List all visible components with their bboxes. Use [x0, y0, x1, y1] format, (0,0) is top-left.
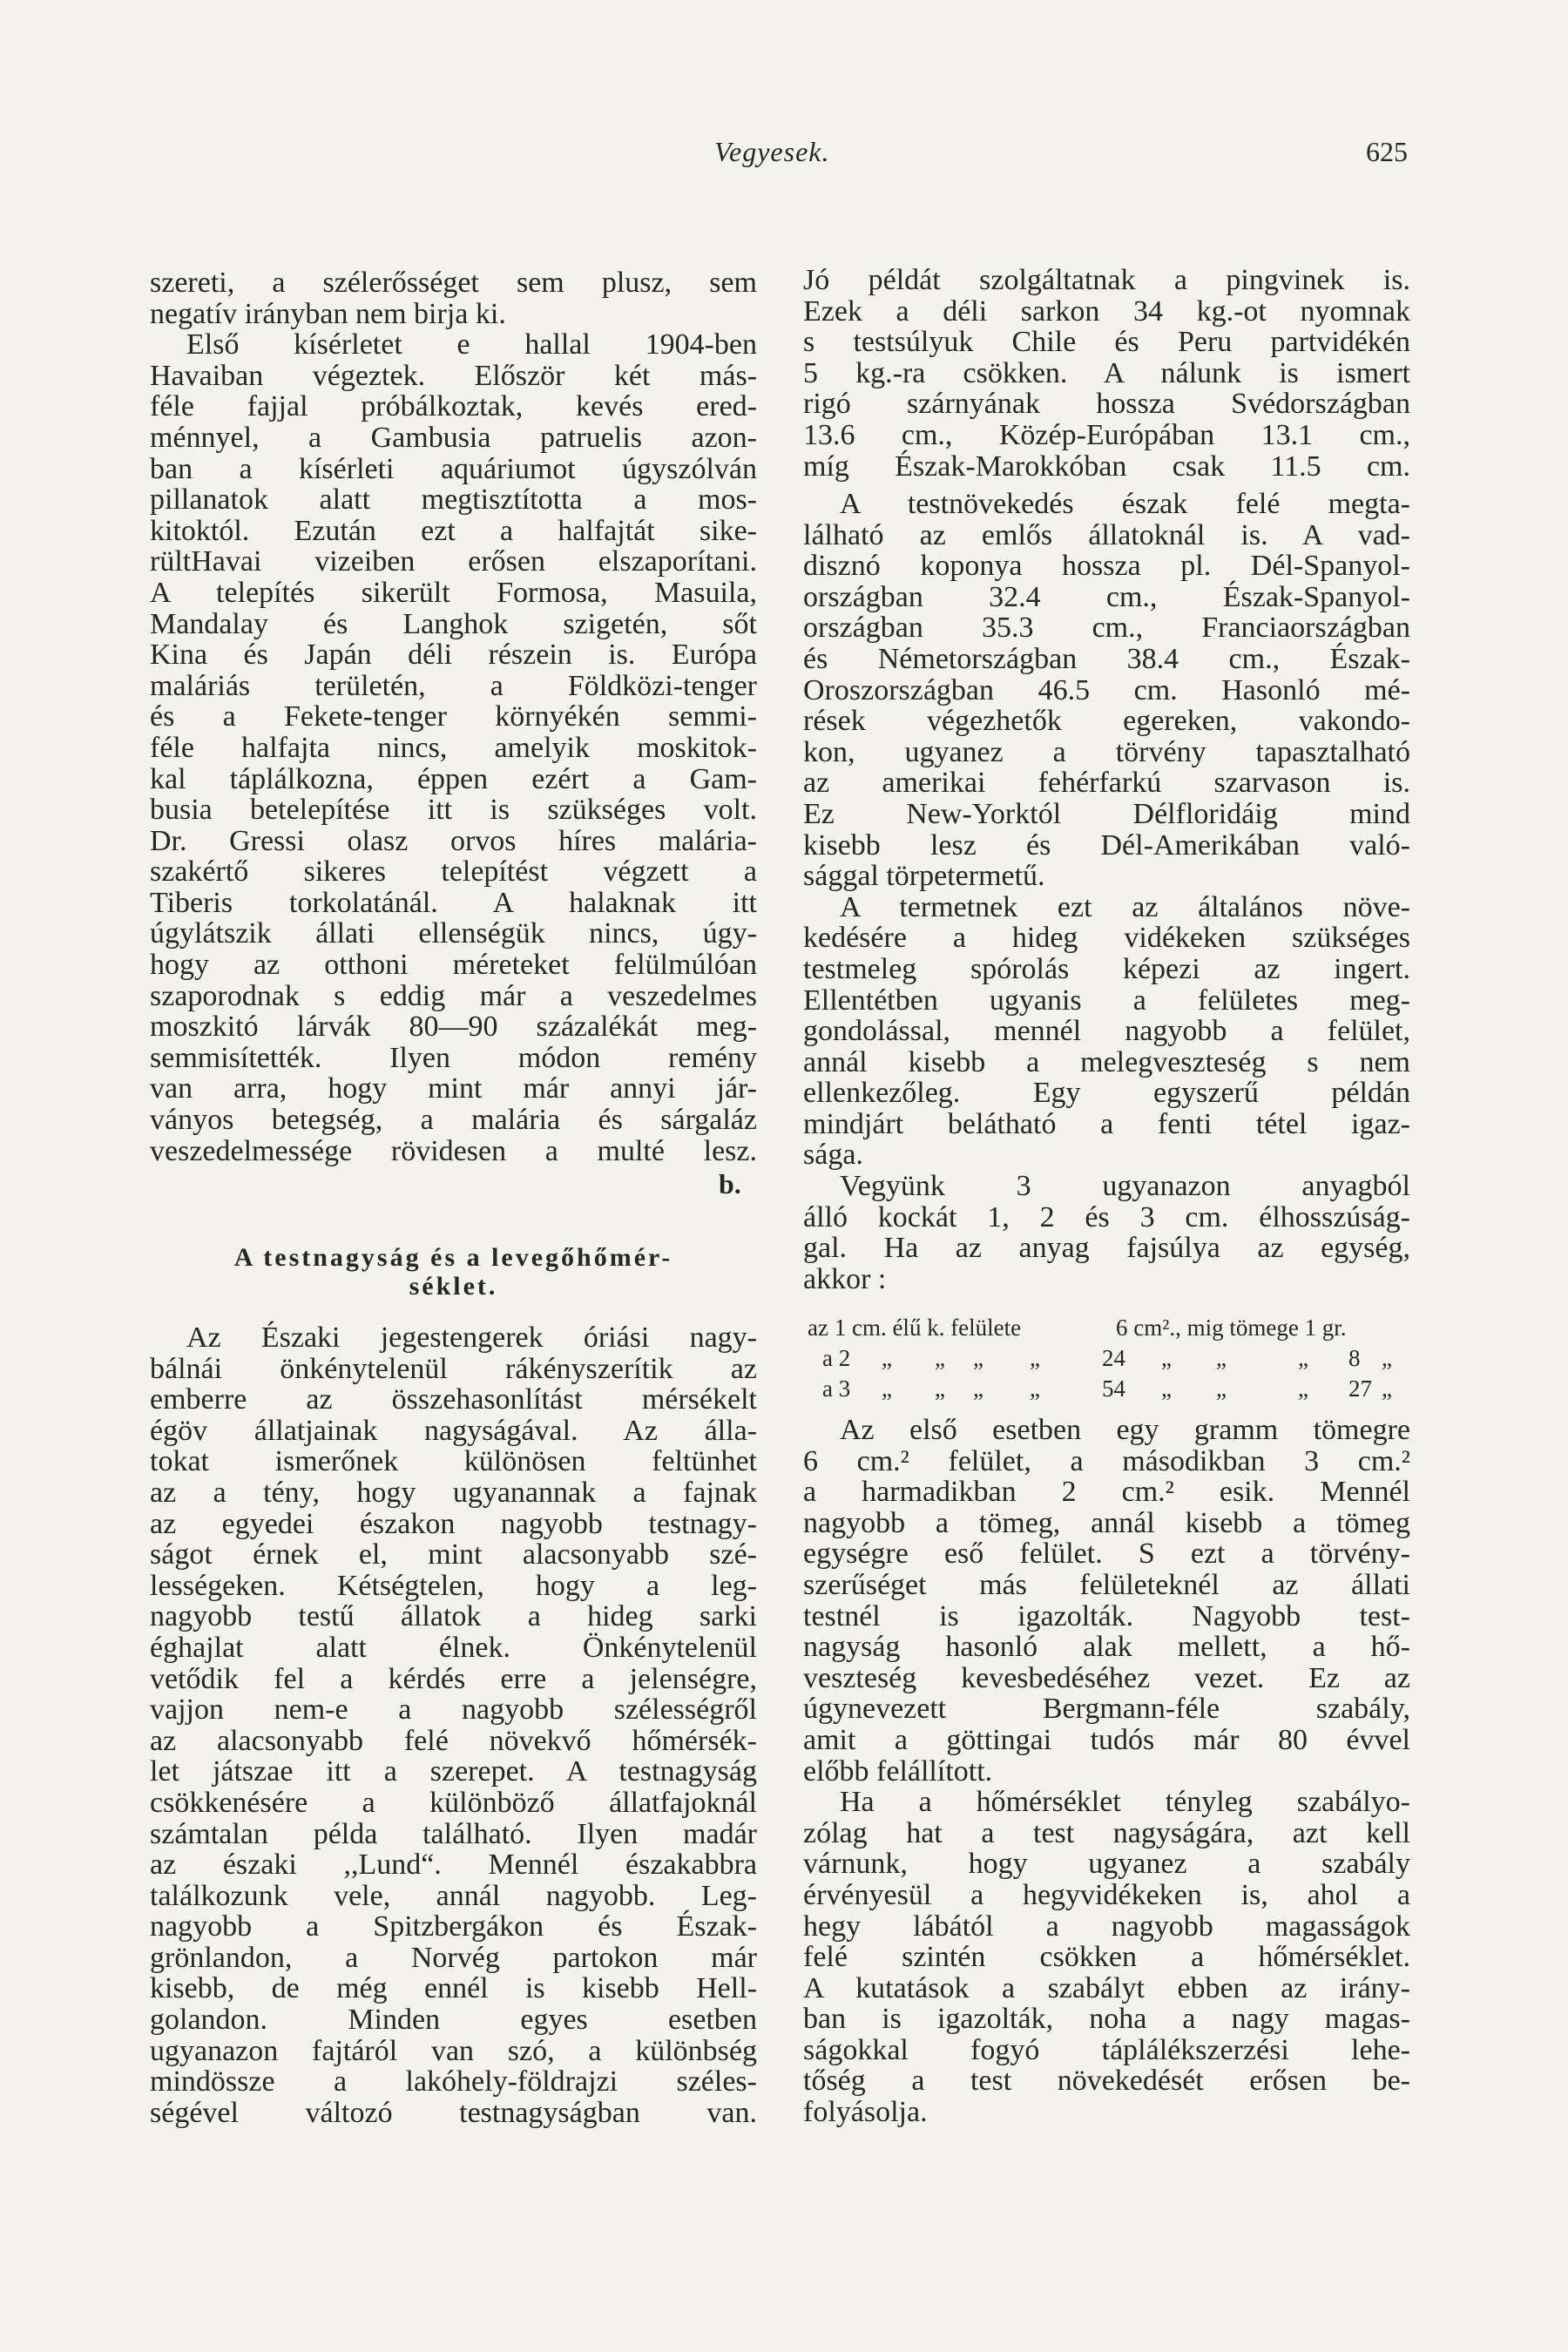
text-line: felé szintén csökken a hőmérséklet.: [803, 1941, 1410, 1974]
text-line: emberre az összehasonlítást mérsékelt: [150, 1383, 757, 1416]
text-line: let játszae itt a szerepet. A testnagyság: [150, 1755, 757, 1788]
text-line: mindössze a lakóhely-földrajzi széles-: [150, 2065, 757, 2099]
text-line: tőség a test növekedését erősen be-: [803, 2065, 1410, 2098]
ditto-mark: „: [1382, 1345, 1392, 1371]
text-line: vetődik fel a kérdés erre a jelenségre,: [150, 1662, 757, 1695]
text-line: Első kísérletet e hallal 1904-ben: [186, 328, 757, 362]
table-cell: 27: [1348, 1375, 1372, 1402]
right-column-text-2: [803, 489, 1410, 1294]
text-line: kedésére a hideg vidékeken szükséges: [803, 922, 1410, 955]
text-line: A testnövekedés észak felé megta-: [840, 488, 1410, 520]
table-cell: a 2: [822, 1345, 851, 1371]
text-line: a harmadikban 2 cm.² esik. Mennél: [803, 1476, 1410, 1509]
ditto-mark: „: [973, 1345, 983, 1371]
text-line: rültHavai vizeiben erősen elszaporítani.: [150, 545, 757, 578]
left-column-text-1: [150, 267, 757, 1166]
text-line: maláriás területén, a Földközi-tenger: [150, 669, 757, 702]
text-line: az északi ,,Lund“. Mennél északabbra: [150, 1848, 757, 1882]
text-line: várnunk, hogy ugyanez a szabály: [803, 1848, 1410, 1881]
text-line: úgynevezett Bergmann-féle szabály,: [803, 1693, 1410, 1726]
paragraph: [803, 1787, 1410, 2128]
ditto-mark: „: [1216, 1345, 1227, 1371]
text-line: disznó koponya hossza pl. Dél-Spanyol-: [803, 550, 1410, 583]
text-line: és Németországban 38.4 cm., Észak-: [803, 642, 1410, 675]
section-heading-line-2: séklet.: [409, 1272, 498, 1301]
text-line: Az első esetben egy gramm tömegre: [840, 1414, 1410, 1446]
ditto-mark: „: [1298, 1345, 1308, 1371]
ditto-mark: „: [1161, 1375, 1172, 1402]
ditto-mark: „: [1161, 1345, 1172, 1371]
text-line: Kina és Japán déli részein is. Európa: [150, 639, 757, 672]
text-line: hogy az otthoni méreteket felülmúlóan: [150, 949, 757, 982]
text-line: annál kisebb a melegveszteség s nem: [803, 1045, 1410, 1078]
text-line: országban 32.4 cm., Észak-Spanyol-: [803, 580, 1410, 613]
ditto-mark: „: [935, 1345, 945, 1371]
text-line: nagyobb a Spitzbergákon és Észak-: [150, 1910, 757, 1943]
text-line: féle fajjal próbálkoztak, kevés ered-: [150, 390, 757, 423]
text-line: az egyedei északon nagyobb testnagy-: [150, 1507, 757, 1540]
text-line: Jó példát szolgáltatnak a pingvinek is.: [803, 264, 1410, 296]
text-line: van arra, hogy mint már annyi jár-: [150, 1072, 757, 1105]
text-line: 5 kg.-ra csökken. A nálunk is ismert: [803, 356, 1410, 389]
left-column-text-2: [150, 1322, 757, 2128]
paragraph: [803, 1415, 1410, 1787]
text-line: ságokkal fogyó táplálékszerzési lehe-: [803, 2033, 1410, 2066]
text-line: Havaiban végeztek. Először két más-: [150, 359, 757, 392]
table-cell: 24: [1102, 1345, 1125, 1371]
text-line: A termetnek ezt az általános növe-: [840, 890, 1410, 923]
text-line: sággal törpetermetű.: [803, 860, 1045, 893]
table-cell: 8: [1348, 1345, 1361, 1371]
text-line: kon, ugyanez a törvény tapasztalható: [803, 735, 1410, 768]
text-line: az amerikai fehérfarkú szarvason is.: [803, 767, 1410, 800]
text-line: országban 35.3 cm., Franciaországban: [803, 612, 1410, 645]
ditto-mark: „: [882, 1375, 892, 1402]
right-column-text-3: [803, 1415, 1410, 2128]
text-line: féle halfajta nincs, amelyik moskitok-: [150, 731, 757, 764]
table-cell: az 1 cm. élű k. felülete: [808, 1315, 1022, 1341]
text-line: szaporodnak s eddig már a veszedelmes: [150, 979, 757, 1012]
text-line: szereti, a szélerősséget sem plusz, sem: [150, 267, 757, 299]
text-line: mindjárt belátható a fenti tétel igaz-: [803, 1107, 1410, 1140]
ditto-mark: „: [1298, 1375, 1308, 1402]
text-line: ugyanazon fajtáról van szó, a különbség: [150, 2034, 757, 2067]
text-line: folyásolja.: [803, 2096, 928, 2129]
text-line: Ez New-Yorktól Délfloridáig mind: [803, 797, 1410, 830]
text-line: tokat ismerőnek különösen feltünhet: [150, 1445, 757, 1478]
text-line: moszkitó lárvák 80—90 százalékát meg-: [150, 1010, 757, 1044]
text-line: kitoktól. Ezután ezt a halfajtát sike-: [150, 514, 757, 547]
text-line: 6 cm.² felület, a másodikban 3 cm.²: [803, 1444, 1410, 1477]
author-signature: b.: [719, 1168, 741, 1200]
table-cell: 54: [1102, 1375, 1125, 1402]
text-line: Ellentétben ugyanis a felületes meg-: [803, 983, 1410, 1017]
paragraph: [803, 265, 1410, 482]
text-line: ban a kísérleti aquáriumot úgyszólván: [150, 452, 757, 485]
text-line: csökkenésére a különböző állatfajoknál: [150, 1786, 757, 1819]
paragraph: [150, 1322, 757, 2128]
text-line: gal. Ha az anyag fajsúlya az egység,: [803, 1232, 1410, 1265]
text-line: hegy lábától a nagyobb magasságok: [803, 1909, 1410, 1943]
text-line: az alacsonyabb felé növekvő hőmérsék-: [150, 1724, 757, 1757]
ditto-mark: „: [1382, 1375, 1392, 1402]
text-line: ellenkezőleg. Egy egyszerű példán: [803, 1077, 1410, 1110]
text-line: semmisítették. Ilyen módon remény: [150, 1041, 757, 1074]
text-line: negatív irányban nem birja ki.: [150, 297, 506, 330]
text-line: amit a göttingai tudós már 80 évvel: [803, 1723, 1410, 1756]
text-line: ban is igazolták, noha a nagy magas-: [803, 2003, 1410, 2036]
text-line: Dr. Gressi olasz orvos híres malária-: [150, 824, 757, 857]
text-line: Vegyünk 3 ugyanazon anyagból: [840, 1170, 1410, 1203]
text-line: éghajlat alatt élnek. Önkénytelenül: [150, 1631, 757, 1664]
text-line: gondolással, mennél nagyobb a felület,: [803, 1015, 1410, 1048]
text-line: ványos betegség, a malária és sárgaláz: [150, 1104, 757, 1137]
right-column-text-1: [803, 265, 1410, 482]
text-line: rések végezhetők egereken, vakondo-: [803, 705, 1410, 738]
text-line: testmeleg spórolás képezi az ingert.: [803, 952, 1410, 985]
text-line: Ha a hőmérséklet tényleg szabályo-: [840, 1786, 1410, 1819]
paragraph: [803, 892, 1410, 1171]
ditto-mark: „: [882, 1345, 892, 1371]
text-line: úgylátszik állati ellenségük nincs, úgy-: [150, 917, 757, 950]
section-heading-line-1: A testnagyság és a levegőhőmér-: [233, 1243, 673, 1272]
text-line: Mandalay és Langhok szigetén, sőt: [150, 607, 757, 640]
text-line: míg Észak-Marokkóban csak 11.5 cm.: [803, 449, 1410, 483]
text-line: grönlandon, a Norvég partokon már: [150, 1941, 757, 1974]
text-line: szerűséget más felületeknél az állati: [803, 1568, 1410, 1601]
text-line: veszedelmessége rövidesen a multé lesz.: [150, 1134, 757, 1167]
ditto-mark: „: [1216, 1375, 1227, 1402]
text-line: kal táplálkozna, éppen ezért a Gam-: [150, 762, 757, 795]
text-line: előbb felállított.: [803, 1754, 993, 1788]
text-line: A kutatások a szabályt ebben az irány-: [803, 1971, 1410, 2004]
text-line: lességeken. Kétségtelen, hogy a leg-: [150, 1569, 757, 1602]
table-cell: 6 cm²., mig tömege 1 gr.: [1116, 1315, 1347, 1341]
ditto-mark: „: [935, 1375, 945, 1402]
text-line: busia betelepítése itt is szükséges volt.: [150, 794, 757, 827]
text-line: nagyság hasonló alak mellett, a hő-: [803, 1631, 1410, 1664]
text-line: Oroszországban 46.5 cm. Hasonló mé-: [803, 673, 1410, 706]
text-line: találkozunk vele, annál nagyobb. Leg-: [150, 1879, 757, 1912]
text-line: A telepítés sikerült Formosa, Masuila,: [150, 576, 757, 609]
ditto-mark: „: [1030, 1345, 1040, 1371]
text-line: kisebb lesz és Dél-Amerikában való-: [803, 828, 1410, 862]
text-line: egységre eső felület. S ezt a törvény-: [803, 1538, 1410, 1571]
text-line: nagyobb a tömeg, annál kisebb a tömeg: [803, 1506, 1410, 1539]
text-line: nagyobb testű állatok a hideg sarki: [150, 1600, 757, 1633]
text-line: kisebb, de még ennél is kisebb Hell-: [150, 1972, 757, 2005]
paragraph: [150, 329, 757, 1166]
ditto-mark: „: [1030, 1375, 1040, 1402]
section-heading: [150, 1243, 757, 1301]
text-line: számtalan példa található. Ilyen madár: [150, 1817, 757, 1850]
text-line: sága.: [803, 1139, 863, 1172]
text-line: álló kockát 1, 2 és 3 cm. élhosszúság-: [803, 1200, 1410, 1233]
table-cell: a 3: [822, 1375, 851, 1402]
text-line: akkor :: [803, 1262, 887, 1295]
text-line: golandon. Minden egyes esetben: [150, 2004, 757, 2037]
text-line: ségével változó testnagyságban van.: [150, 2096, 757, 2129]
text-line: s testsúlyuk Chile és Peru partvidékén: [803, 326, 1410, 359]
text-line: és a Fekete-tenger környékén semmi-: [150, 700, 757, 733]
text-line: lálható az emlős állatoknál is. A vad-: [803, 518, 1410, 551]
text-line: érvényesül a hegyvidékeken is, ahol a: [803, 1878, 1410, 1911]
text-line: ságot érnek el, mint alacsonyabb szé-: [150, 1538, 757, 1571]
text-line: Ezek a déli sarkon 34 kg.-ot nyomnak: [803, 294, 1410, 328]
text-line: veszteség kevesbedéséhez vezet. Ez az: [803, 1661, 1410, 1694]
text-line: égöv állatjainak nagyságával. Az álla-: [150, 1414, 757, 1447]
text-line: zólag hat a test nagyságára, azt kell: [803, 1816, 1410, 1849]
text-line: rigó szárnyának hossza Svédországban: [803, 388, 1410, 421]
text-line: 13.6 cm., Közép-Európában 13.1 cm.,: [803, 418, 1410, 451]
text-line: az a tény, hogy ugyanannak a fajnak: [150, 1476, 757, 1509]
text-line: Az Északi jegestengerek óriási nagy-: [186, 1321, 757, 1354]
paragraph: [150, 267, 757, 329]
running-title: Vegyesek.: [714, 136, 830, 167]
paragraph: [803, 1171, 1410, 1294]
text-line: Tiberis torkolatánál. A halaknak itt: [150, 886, 757, 919]
page-number: 625: [1366, 136, 1408, 167]
text-line: bálnái önkénytelenül rákényszerítik az: [150, 1352, 757, 1385]
text-line: vajjon nem-e a nagyobb szélességről: [150, 1693, 757, 1727]
paragraph: [803, 489, 1410, 892]
text-line: pillanatok alatt megtisztította a mos-: [150, 483, 757, 517]
text-line: testnél is igazolták. Nagyobb test-: [803, 1599, 1410, 1632]
ditto-mark: „: [973, 1375, 983, 1402]
text-line: ménnyel, a Gambusia patruelis azon-: [150, 421, 757, 454]
text-line: szakértő sikeres telepítést végzett a: [150, 855, 757, 889]
